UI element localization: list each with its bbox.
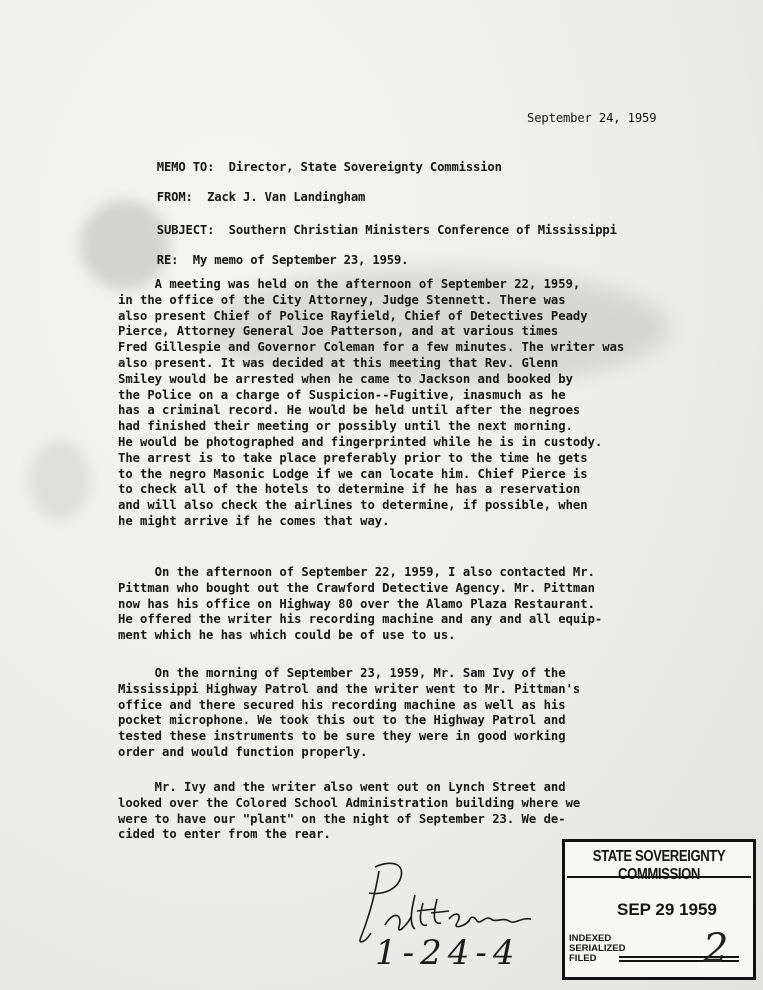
memo-subject-value: Southern Christian Ministers Conference of Mississippi xyxy=(228,223,617,237)
stamp-label-indexed: INDEXED xyxy=(569,933,612,944)
stamp-labels xyxy=(569,934,625,964)
memo-date: September 24, 1959 xyxy=(527,111,657,125)
memo-subject-label: SUBJECT: xyxy=(156,223,215,237)
text-line: On the morning of September 23, 1959, Mr. Sam Ivy of the xyxy=(118,666,566,680)
text-line: has a criminal record. He would be held until after the negroes xyxy=(118,403,581,418)
text-line: Mr. Ivy and the writer also went out on Lynch Street and xyxy=(118,780,566,794)
memo-re-value: My memo of September 23, 1959. xyxy=(192,253,409,267)
text-line: to check all of the hotels to determine if he has a reservation xyxy=(118,482,581,497)
paragraph-meeting xyxy=(118,277,718,530)
text-line: Pierce, Attorney General Joe Patterson, and at various times xyxy=(118,324,559,339)
text-line: pocket microphone. We took this out to the Highway Patrol and xyxy=(118,713,566,728)
text-line: tested these instruments to be sure they were in good working xyxy=(118,729,566,744)
text-line: On the afternoon of September 22, 1959, I also contacted Mr. xyxy=(118,565,595,579)
stamp-label-serialized: SERIALIZED xyxy=(569,943,626,954)
stamp-divider xyxy=(567,876,751,878)
memo-to-label: MEMO TO: xyxy=(156,160,215,174)
text-line: and will also check the airlines to determine, if possible, when xyxy=(118,498,588,513)
text-line: to the negro Masonic Lodge if we can locate him. Chief Pierce is xyxy=(118,466,588,481)
text-line: A meeting was held on the afternoon of September 22, 1959, xyxy=(118,277,581,291)
text-line: office and there secured his recording machine as well as his xyxy=(118,697,566,712)
memo-from-value: Zack J. Van Landingham xyxy=(207,190,366,204)
text-line: cided to enter from the rear. xyxy=(118,827,331,842)
text-line: Fred Gillespie and Governor Coleman for a few minutes. The writer was xyxy=(118,340,625,355)
text-line: also present. It was decided at this meeting that Rev. Glenn xyxy=(118,355,559,370)
text-line: order and would function properly. xyxy=(118,744,368,759)
paragraph-lynch-street xyxy=(118,780,718,843)
text-line: also present Chief of Police Rayfield, Chief of Detectives Peady xyxy=(118,308,588,323)
scan-smudge xyxy=(30,440,90,520)
text-line: The arrest is to take place preferably prior to the time he gets xyxy=(118,450,588,465)
memo-from-label: FROM: xyxy=(156,190,193,204)
file-number: 1-24-4 xyxy=(375,933,521,973)
text-line: the Police on a charge of Suspicion--Fugitive, inasmuch as he xyxy=(118,387,566,402)
memo-re-line xyxy=(128,239,408,281)
paragraph-pittman-contact xyxy=(118,565,718,644)
text-line: He would be photographed and fingerprinted while he is in custody. xyxy=(118,434,603,449)
text-line: he might arrive if he comes that way. xyxy=(118,513,390,528)
text-line: now has his office on Highway 80 over the Alamo Plaza Restaurant. xyxy=(118,596,595,611)
text-line: Mississippi Highway Patrol and the writer went to Mr. Pittman's xyxy=(118,681,581,696)
stamp-date: SEP 29 1959 xyxy=(617,900,717,919)
stamp-handwritten-mark: 2 xyxy=(703,926,729,972)
text-line: had finished their meeting or possibly until the next morning. xyxy=(118,419,573,434)
paragraph-recording-equipment xyxy=(118,666,718,761)
handwritten-signature xyxy=(345,855,545,984)
memo-re-label: RE: xyxy=(156,253,179,267)
text-line: Pittman who bought out the Crawford Detective Agency. Mr. Pittman xyxy=(118,580,595,595)
received-stamp xyxy=(562,839,756,980)
text-line: ment which he has which could be of use to us. xyxy=(118,628,456,643)
text-line: He offered the writer his recording machine and any and all equip- xyxy=(118,612,603,627)
text-line: in the office of the City Attorney, Judge Stennett. There was xyxy=(118,292,566,307)
text-line: Smiley would be arrested when he came to Jackson and booked by xyxy=(118,371,573,386)
stamp-label-filed: FILED xyxy=(569,953,597,964)
text-line: were to have our "plant" on the night of September 23. We de- xyxy=(118,811,566,826)
memo-to-value: Director, State Sovereignty Commission xyxy=(228,160,502,174)
stamp-title: STATE SOVEREIGNTY COMMISSION xyxy=(592,848,726,883)
text-line: looked over the Colored School Administration building where we xyxy=(118,795,581,810)
